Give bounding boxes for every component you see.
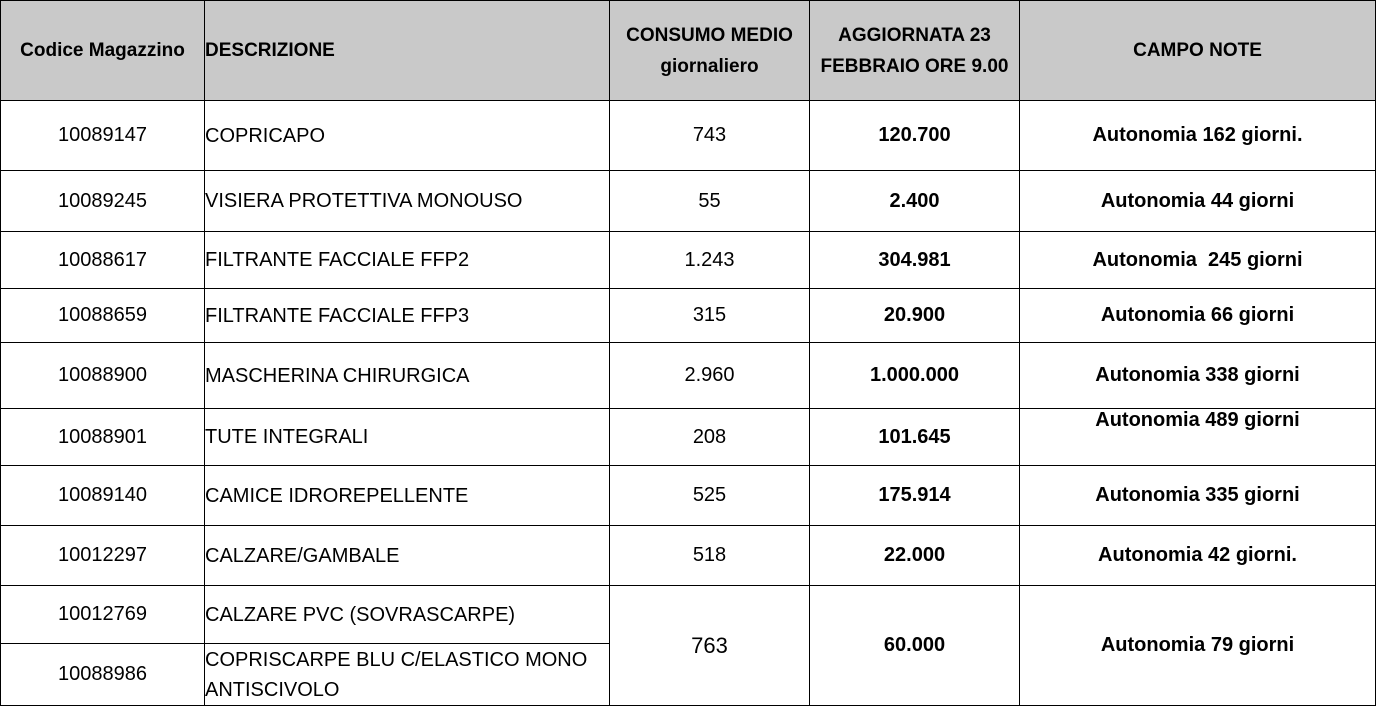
cell-stock: 175.914	[810, 466, 1020, 526]
cell-code: 10088617	[1, 232, 205, 289]
note-text: Autonomia 335 giorni	[1095, 484, 1300, 506]
cell-code: 10089140	[1, 466, 205, 526]
note-text: Autonomia 79 giorni	[1100, 634, 1295, 656]
table-row	[1, 232, 1376, 289]
cell-description: CALZARE/GAMBALE	[205, 526, 610, 586]
cell-consumption: 743	[610, 101, 810, 171]
note-text: Autonomia 338 giorni	[1095, 364, 1300, 386]
note-text: Autonomia 44 giorni	[1100, 189, 1295, 212]
table-row-merged-first	[1, 586, 1376, 644]
cell-note	[1020, 343, 1376, 409]
cell-code: 10088900	[1, 343, 205, 409]
cell-code: 10088901	[1, 409, 205, 466]
cell-stock: 2.400	[810, 171, 1020, 232]
cell-consumption: 315	[610, 289, 810, 343]
cell-note	[1020, 232, 1376, 289]
note-text: Autonomia 162 giorni.	[1092, 124, 1303, 146]
cell-consumption: 55	[610, 171, 810, 232]
header-consumption-line1: CONSUMO MEDIO	[626, 24, 793, 46]
cell-code: 10088659	[1, 289, 205, 343]
cell-description: COPRICAPO	[205, 101, 610, 171]
cell-description: MASCHERINA CHIRURGICA	[205, 343, 610, 409]
header-row	[1, 1, 1376, 101]
table-row	[1, 343, 1376, 409]
table-body	[1, 101, 1376, 706]
cell-consumption: 1.243	[610, 232, 810, 289]
cell-note	[1020, 289, 1376, 343]
cell-stock: 22.000	[810, 526, 1020, 586]
cell-stock: 1.000.000	[810, 343, 1020, 409]
table-row	[1, 289, 1376, 343]
cell-description	[205, 644, 610, 706]
description-line2: ANTISCIVOLO	[205, 678, 340, 701]
table-row	[1, 171, 1376, 232]
cell-stock: 20.900	[810, 289, 1020, 343]
cell-note	[1020, 466, 1376, 526]
note-text: Autonomia 42 giorni.	[1098, 544, 1297, 566]
header-notes: CAMPO NOTE	[1020, 1, 1376, 101]
cell-consumption: 525	[610, 466, 810, 526]
cell-consumption: 208	[610, 409, 810, 466]
cell-note	[1020, 101, 1376, 171]
header-consumption-line2: giornaliero	[660, 55, 759, 77]
cell-description: CALZARE PVC (SOVRASCARPE)	[205, 586, 610, 644]
header-stock-line1: AGGIORNATA 23	[838, 24, 991, 46]
cell-code: 10012769	[1, 586, 205, 644]
header-stock	[810, 1, 1020, 101]
cell-note-merged	[1020, 586, 1376, 706]
cell-note	[1020, 526, 1376, 586]
note-text: Autonomia 245 giorni	[1092, 248, 1303, 271]
description-line1: COPRISCARPE BLU C/ELASTICO MONO	[205, 648, 588, 671]
table-row	[1, 409, 1376, 466]
cell-description: VISIERA PROTETTIVA MONOUSO	[205, 171, 610, 232]
cell-consumption: 2.960	[610, 343, 810, 409]
cell-code: 10089147	[1, 101, 205, 171]
header-consumption	[610, 1, 810, 101]
table-header	[1, 1, 1376, 101]
cell-stock: 304.981	[810, 232, 1020, 289]
table-row	[1, 526, 1376, 586]
table-row	[1, 466, 1376, 526]
cell-description: CAMICE IDROREPELLENTE	[205, 466, 610, 526]
cell-description: FILTRANTE FACCIALE FFP2	[205, 232, 610, 289]
cell-consumption: 518	[610, 526, 810, 586]
cell-note	[1020, 409, 1376, 466]
header-code: Codice Magazzino	[1, 1, 205, 101]
cell-stock: 120.700	[810, 101, 1020, 171]
cell-consumption-merged: 763	[610, 586, 810, 706]
cell-code: 10012297	[1, 526, 205, 586]
header-stock-line2: FEBBRAIO ORE 9.00	[820, 55, 1009, 77]
cell-stock-merged: 60.000	[810, 586, 1020, 706]
cell-description: TUTE INTEGRALI	[205, 409, 610, 466]
note-text: Autonomia 66 giorni	[1100, 304, 1295, 326]
header-description: DESCRIZIONE	[205, 1, 610, 101]
cell-note	[1020, 171, 1376, 232]
cell-code: 10088986	[1, 644, 205, 706]
cell-description: FILTRANTE FACCIALE FFP3	[205, 289, 610, 343]
table-row	[1, 101, 1376, 171]
cell-stock: 101.645	[810, 409, 1020, 466]
cell-code: 10089245	[1, 171, 205, 232]
note-text: Autonomia 489 giorni	[1095, 409, 1300, 431]
